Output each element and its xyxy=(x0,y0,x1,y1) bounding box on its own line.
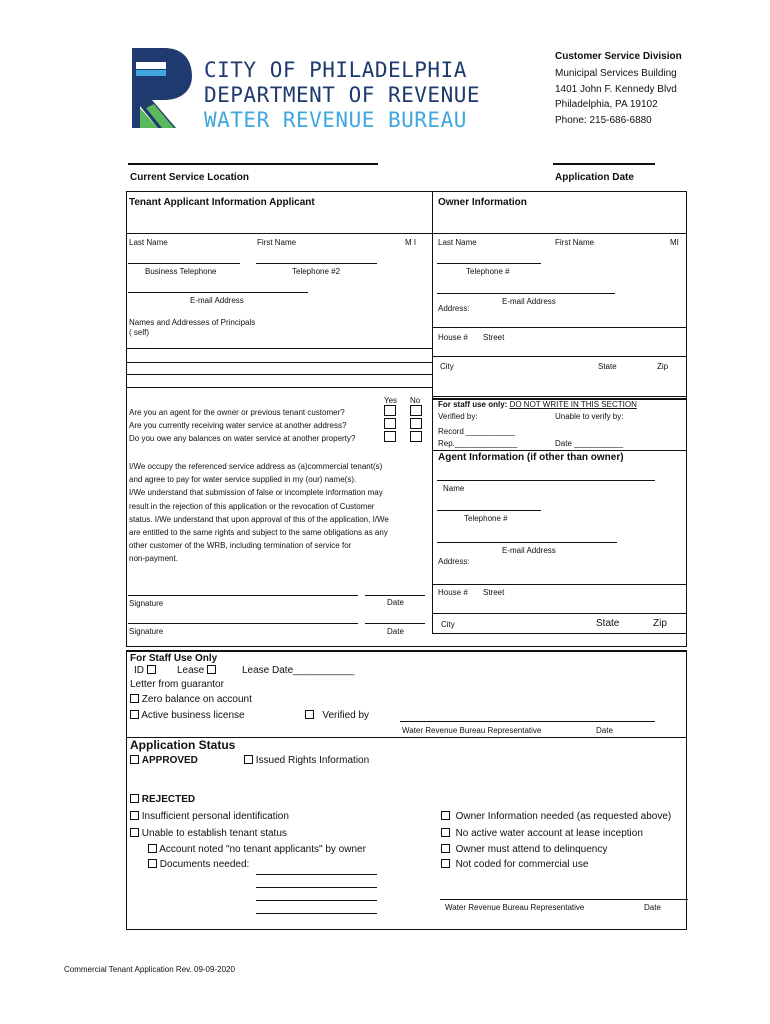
staff-active-license-option: Active business license xyxy=(130,710,245,721)
tenant-first-name-field[interactable] xyxy=(256,263,377,264)
owner-city-label: City xyxy=(440,362,454,371)
agent-state-label: State xyxy=(596,618,620,629)
wrb-logo-icon xyxy=(128,46,196,130)
org-name-line1: CITY OF PHILADELPHIA xyxy=(204,58,467,82)
owner-first-name-label: First Name xyxy=(555,238,595,247)
tenant-last-name-label: Last Name xyxy=(129,238,168,247)
tenant-email-label: E-mail Address xyxy=(190,296,244,305)
statement-text: I/We occupy the referenced service address as (a)commercial tenant(s) and agree to pay for water service supplied in my (our) name(s). I/We understand that submission of false or incomplete information may result in the rejection of this application or the revocation of Customer status. I/We understand that upon approval of this of the application, I/We are entitled to the same rights and subject to the same obligations as any other customer of the WRB, including termination of service for non-payment. xyxy=(129,462,389,564)
status-rep-date-label: Date xyxy=(644,903,661,912)
agent-house-label: House # xyxy=(438,588,468,597)
owner-zip-label: Zip xyxy=(657,362,669,371)
owner-info-checkbox[interactable] xyxy=(441,811,450,820)
staff-guarantor: Letter from guarantor xyxy=(130,679,224,690)
staff-id-option: ID xyxy=(134,665,156,676)
approved-checkbox[interactable] xyxy=(130,755,139,764)
verified-by-checkbox[interactable] xyxy=(305,710,314,719)
delinquency-checkbox[interactable] xyxy=(441,844,450,853)
owner-mi-label: MI xyxy=(670,238,679,247)
owner-last-name-label: Last Name xyxy=(438,238,477,247)
agent-email-field[interactable] xyxy=(437,542,617,543)
principals-label: Names and Addresses of Principals ( self) xyxy=(129,318,256,337)
signature-field-1[interactable] xyxy=(128,595,358,596)
agent-heading: Agent Information (if other than owner) xyxy=(438,452,624,463)
agent-email-label: E-mail Address xyxy=(502,546,556,555)
staff-box-title: For staff use only: DO NOT WRITE IN THIS SECTION xyxy=(438,400,637,409)
status-rep-label: Water Revenue Bureau Representative xyxy=(445,903,585,912)
question-balances: Do you owe any balances on water service at another property? xyxy=(129,434,356,443)
staff-rep-date-label: Date xyxy=(596,726,613,735)
question-agent: Are you an agent for the owner or previous tenant customer? xyxy=(129,408,345,417)
staff-verified-label: Verified by: xyxy=(438,412,478,421)
signature-date-field-2[interactable] xyxy=(365,623,425,624)
staff-date-label: Date ___________ xyxy=(555,439,624,448)
reject-reason-id: Insufficient personal identification xyxy=(130,811,289,822)
owner-state-label: State xyxy=(598,362,617,371)
reject-reason-not-coded: Not coded for commercial use xyxy=(441,859,588,870)
staff-id-checkbox[interactable] xyxy=(147,665,156,674)
q1-yes-checkbox[interactable] xyxy=(384,405,396,416)
contact-address: Municipal Services Building 1401 John F. Kennedy Blvd Philadelphia, PA 19102 Phone: 215-686-6880 xyxy=(555,68,677,126)
reject-reason-no-tenant: Account noted "no tenant applicants" by owner xyxy=(148,844,366,855)
staff-verified-option: Verified by xyxy=(305,710,369,721)
staff-record-label: Record ___________ xyxy=(438,427,515,436)
agent-zip-label: Zip xyxy=(653,618,667,629)
owner-address-label: Address: xyxy=(438,304,470,313)
owner-email-field[interactable] xyxy=(437,293,615,294)
org-name-line3: WATER REVENUE BUREAU xyxy=(204,108,467,132)
reject-reason-no-account: No active water account at lease inception xyxy=(441,828,643,839)
documents-line-3[interactable] xyxy=(256,900,377,901)
insufficient-id-checkbox[interactable] xyxy=(130,811,139,820)
application-status-title: Application Status xyxy=(130,738,236,752)
agent-line-top xyxy=(437,480,655,481)
q2-no-checkbox[interactable] xyxy=(410,418,422,429)
tenant-last-name-field[interactable] xyxy=(128,263,240,264)
q3-yes-checkbox[interactable] xyxy=(384,431,396,442)
staff-rep-label: Rep.______________ xyxy=(438,439,518,448)
reject-reason-tenant-status: Unable to establish tenant status xyxy=(130,828,287,839)
staff-rep-signature-field[interactable] xyxy=(400,721,655,722)
owner-last-name-field[interactable] xyxy=(437,263,541,264)
documents-needed-checkbox[interactable] xyxy=(148,859,157,868)
status-issued-option: Issued Rights Information xyxy=(244,755,369,766)
reject-reason-delinquency: Owner must attend to delinquency xyxy=(441,844,607,855)
owner-heading: Owner Information xyxy=(438,197,527,208)
owner-house-label: House # xyxy=(438,333,468,342)
tenant-email-field[interactable] xyxy=(128,292,308,293)
signature-field-2[interactable] xyxy=(128,623,358,624)
agent-city-label: City xyxy=(441,620,455,629)
staff-lease-checkbox[interactable] xyxy=(207,665,216,674)
staff-lease-date: Lease Date___________ xyxy=(242,665,355,676)
owner-street-label: Street xyxy=(483,333,505,342)
tenant-phone2-label: Telephone #2 xyxy=(292,267,341,276)
agent-address-label: Address: xyxy=(438,557,470,566)
q1-no-checkbox[interactable] xyxy=(410,405,422,416)
application-date-label: Application Date xyxy=(555,172,634,183)
documents-line-4[interactable] xyxy=(256,913,377,914)
documents-line-1[interactable] xyxy=(256,874,377,875)
zero-balance-checkbox[interactable] xyxy=(130,694,139,703)
status-approved-option: APPROVED xyxy=(130,755,198,766)
signature-date-label-2: Date xyxy=(387,627,404,636)
tenant-first-name-label: First Name xyxy=(257,238,297,247)
signature-date-label-1: Date xyxy=(387,598,404,607)
agent-phone-label: Telephone # xyxy=(464,514,508,523)
contact-title: Customer Service Division xyxy=(555,51,682,62)
org-name-line2: DEPARTMENT OF REVENUE xyxy=(204,83,481,107)
reject-reason-owner-info: Owner Information needed (as requested above) xyxy=(441,811,671,822)
tenant-mi-label: M I xyxy=(405,238,417,247)
current-service-location-label: Current Service Location xyxy=(130,172,249,183)
status-rejected-option: REJECTED xyxy=(130,794,195,805)
yes-label: Yes xyxy=(384,396,398,405)
signature-label-2: Signature xyxy=(129,627,164,636)
agent-name-field[interactable] xyxy=(437,510,541,511)
agent-street-label: Street xyxy=(483,588,505,597)
rejected-checkbox[interactable] xyxy=(130,794,139,803)
q3-no-checkbox[interactable] xyxy=(410,431,422,442)
tenant-business-phone-label: Business Telephone xyxy=(145,267,217,276)
signature-date-field-1[interactable] xyxy=(365,595,425,596)
status-rep-signature-field[interactable] xyxy=(440,899,688,900)
active-license-checkbox[interactable] xyxy=(130,710,139,719)
staff-lease-option: Lease xyxy=(177,665,216,676)
tenant-status-checkbox[interactable] xyxy=(130,828,139,837)
no-tenant-checkbox[interactable] xyxy=(148,844,157,853)
issued-rights-checkbox[interactable] xyxy=(244,755,253,764)
documents-line-2[interactable] xyxy=(256,887,377,888)
no-account-checkbox[interactable] xyxy=(441,828,450,837)
question-other-address: Are you currently receiving water service at another address? xyxy=(129,421,347,430)
staff-unable-label: Unable to verify by: xyxy=(555,412,624,421)
staff-rep-label: Water Revenue Bureau Representative xyxy=(402,726,542,735)
agent-name-label: Name xyxy=(443,484,465,493)
no-label: No xyxy=(410,396,421,405)
staff-use-title: For Staff Use Only xyxy=(130,653,218,664)
reject-reason-documents: Documents needed: xyxy=(148,859,249,870)
signature-label-1: Signature xyxy=(129,599,164,608)
footer-revision: Commercial Tenant Application Rev. 09-09-2020 xyxy=(64,965,235,974)
q2-yes-checkbox[interactable] xyxy=(384,418,396,429)
staff-zero-balance-option: Zero balance on account xyxy=(130,694,252,705)
tenant-heading: Tenant Applicant Information Applicant xyxy=(129,197,315,208)
owner-email-label: E-mail Address xyxy=(502,297,556,306)
not-coded-checkbox[interactable] xyxy=(441,859,450,868)
owner-phone-label: Telephone # xyxy=(466,267,510,276)
